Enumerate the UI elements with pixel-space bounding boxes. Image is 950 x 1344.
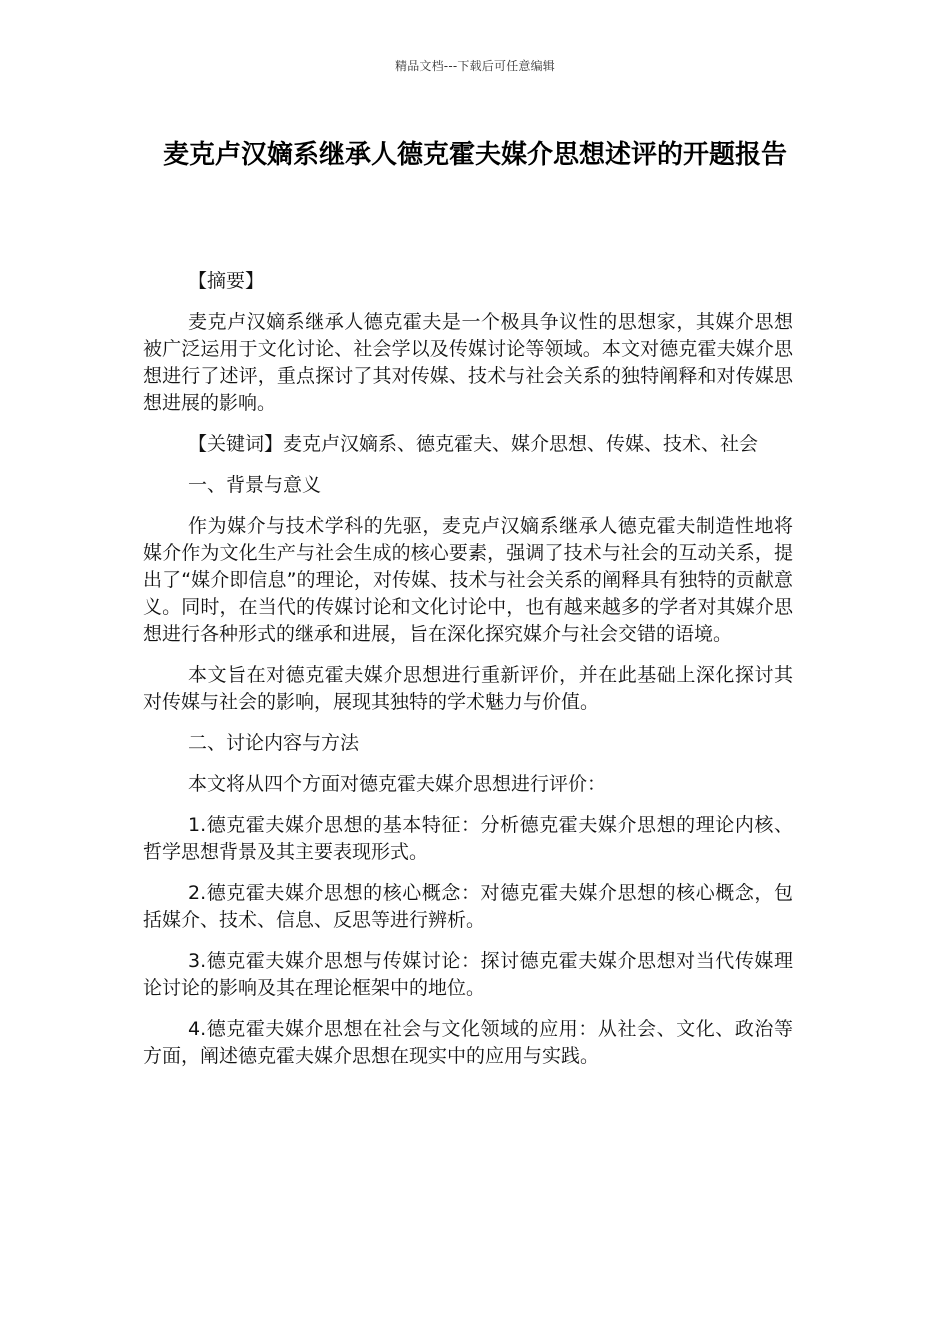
section-heading-methods: 二、讨论内容与方法: [188, 732, 360, 754]
purpose-paragraph: 本文旨在对德克霍夫媒介思想进行重新评价，并在此基础上深化探讨其对传媒与社会的影响，展现其独特的学术魅力与价值。: [143, 664, 793, 713]
background-paragraph: 作为媒介与技术学科的先驱，麦克卢汉嫡系继承人德克霍夫制造性地将媒介作为文化生产与社会生成的核心要素，强调了技术与社会的互动关系，提出了“媒介即信息”的理论，对传媒、技术与社会关系的阐释具有独特的贡献意义。同时，在当代的传媒讨论和文化讨论中，也有越来越多的学者对其媒介思想进行各种形式的继承和进展，旨在深化探究媒介与社会交错的语境。: [143, 515, 793, 645]
method-item-4: 4.德克霍夫媒介思想在社会与文化领域的应用：从社会、文化、政治等方面，阐述德克霍夫媒介思想在现实中的应用与实践。: [143, 1018, 793, 1067]
keywords-paragraph: 【关键词】麦克卢汉嫡系、德克霍夫、媒介思想、传媒、技术、社会: [188, 433, 759, 455]
document-title: 麦克卢汉嫡系继承人德克霍夫媒介思想述评的开题报告: [162, 140, 787, 170]
header-watermark: 精品文档---下载后可任意编辑: [395, 59, 555, 73]
method-item-2: 2.德克霍夫媒介思想的核心概念：对德克霍夫媒介思想的核心概念，包括媒介、技术、信息、反思等进行辨析。: [143, 882, 793, 931]
abstract-paragraph: 麦克卢汉嫡系继承人德克霍夫是一个极具争议性的思想家，其媒介思想被广泛运用于文化讨论、社会学以及传媒讨论等领域。本文对德克霍夫媒介思想进行了述评，重点探讨了其对传媒、技术与社会关系的独特阐释和对传媒思想进展的影响。: [143, 311, 793, 414]
abstract-heading: 【摘要】: [188, 270, 265, 292]
method-item-1: 1.德克霍夫媒介思想的基本特征：分析德克霍夫媒介思想的理论内核、哲学思想背景及其主要表现形式。: [143, 814, 793, 863]
document-body: [143, 268, 793, 1084]
methods-intro-paragraph: 本文将从四个方面对德克霍夫媒介思想进行评价：: [188, 773, 607, 795]
method-item-3: 3.德克霍夫媒介思想与传媒讨论：探讨德克霍夫媒介思想对当代传媒理论讨论的影响及其在理论框架中的地位。: [143, 950, 793, 999]
section-heading-background: 一、背景与意义: [188, 474, 322, 496]
